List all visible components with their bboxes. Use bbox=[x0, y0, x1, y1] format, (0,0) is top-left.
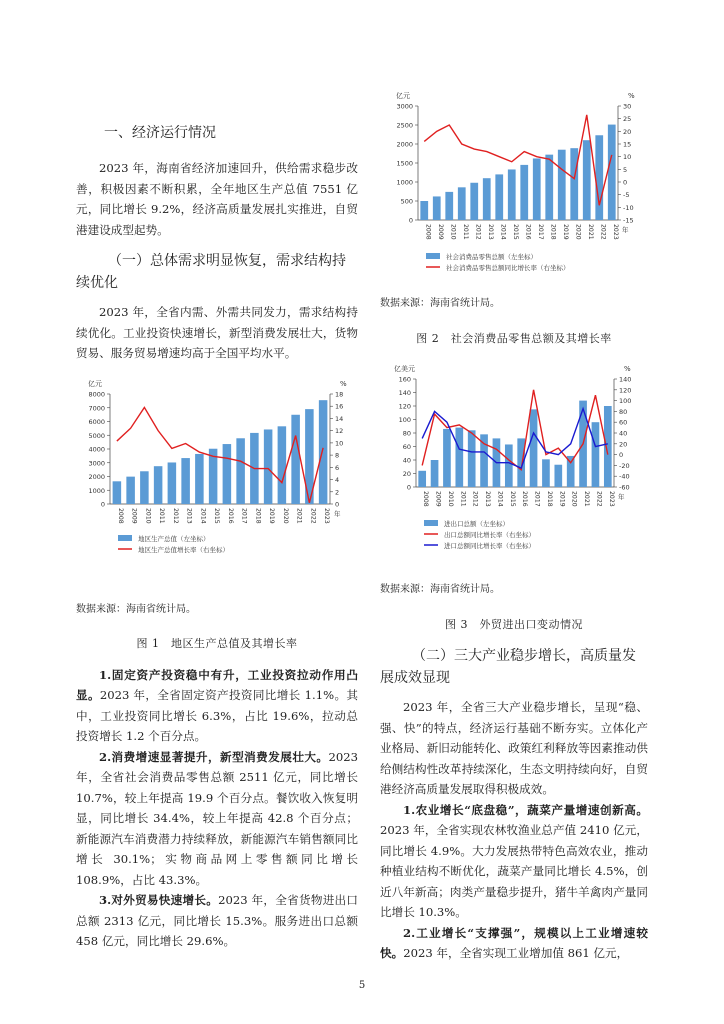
left-tick-label: 1000 bbox=[88, 486, 105, 495]
right-tick-label: 5 bbox=[623, 165, 628, 174]
legend-swatch-bar bbox=[118, 535, 132, 541]
right-tick-label: 140 bbox=[619, 375, 632, 384]
right-tick-label: 18 bbox=[335, 390, 344, 398]
right-tick-label: -20 bbox=[619, 461, 630, 470]
x-tick-label: 2009 bbox=[434, 491, 442, 507]
chart-bar bbox=[554, 465, 562, 487]
right-tick-label: 0 bbox=[623, 178, 628, 187]
x-tick-label: 2008 bbox=[424, 224, 432, 240]
demand-paragraph: 2023 年，全省内需、外需共同发力，需求结构持续优化。工业投资快速增长，新型消费发展壮大，货物贸易、服务贸易增速均高于全国平均水平。 bbox=[76, 305, 358, 360]
consumption-paragraph bbox=[76, 747, 358, 891]
right-tick-label: 25 bbox=[623, 115, 632, 124]
chart-foreign-trade bbox=[380, 359, 648, 574]
right-tick-label: 40 bbox=[619, 429, 628, 438]
figure3-source: 数据来源：海南省统计局。 bbox=[380, 584, 500, 595]
left-tick-label: 500 bbox=[400, 197, 413, 206]
left-tick-label: 160 bbox=[398, 375, 411, 384]
figure2-source: 数据来源：海南省统计局。 bbox=[380, 298, 500, 309]
right-tick-label: 20 bbox=[619, 440, 628, 449]
section-heading: 一、经济运行情况 bbox=[104, 125, 216, 141]
x-tick-label: 2022 bbox=[595, 491, 603, 507]
chart-bar bbox=[140, 471, 149, 504]
x-tick-label: 2019 bbox=[268, 507, 276, 524]
right-tick-label: 0 bbox=[335, 500, 340, 508]
x-tick-label: 2013 bbox=[185, 507, 193, 524]
left-axis-unit: 亿元 bbox=[88, 379, 102, 388]
x-tick-label: 2011 bbox=[461, 224, 469, 240]
right-tick-label: 120 bbox=[619, 386, 632, 395]
x-tick-label: 2017 bbox=[240, 507, 248, 524]
agriculture-paragraph bbox=[380, 800, 648, 923]
x-tick-label: 2021 bbox=[583, 491, 591, 507]
legend-label: 地区生产总值增长率（右坐标） bbox=[138, 545, 229, 554]
chart-bar bbox=[595, 135, 603, 220]
left-tick-label: 100 bbox=[398, 416, 411, 424]
chart-bar bbox=[278, 426, 287, 504]
left-tick-label: 120 bbox=[398, 402, 411, 411]
x-tick-label: 2020 bbox=[281, 507, 289, 524]
left-tick-label: 2500 bbox=[396, 121, 413, 130]
x-tick-label: 2018 bbox=[549, 224, 557, 240]
right-tick-label: 8 bbox=[335, 451, 340, 460]
x-tick-label: 2011 bbox=[459, 491, 467, 507]
right-axis-unit: % bbox=[624, 365, 631, 373]
x-tick-label: 2017 bbox=[536, 224, 544, 240]
x-tick-label: 2018 bbox=[545, 491, 553, 507]
x-tick-label: 2015 bbox=[213, 507, 221, 524]
right-tick-label: 12 bbox=[335, 426, 344, 435]
chart-bar bbox=[483, 178, 491, 220]
right-column bbox=[380, 88, 648, 964]
right-tick-label: -40 bbox=[619, 472, 630, 481]
chart-bar bbox=[570, 148, 578, 220]
x-tick-label: 2014 bbox=[199, 507, 207, 524]
right-tick-label: 2 bbox=[335, 487, 340, 496]
investment-text: 2023 年，全省固定资产投资同比增长 1.1%。其中，工业投资同比增长 6.3%，占比 19.6%，拉动总投资增长 1.2 个百分点。 bbox=[76, 688, 358, 743]
right-tick-label: 16 bbox=[335, 402, 344, 411]
chart-bar bbox=[533, 158, 541, 220]
trade-paragraph bbox=[76, 890, 358, 952]
left-tick-label: 4000 bbox=[88, 445, 105, 453]
x-tick-label: 2014 bbox=[496, 491, 504, 507]
chart-bar bbox=[264, 429, 273, 504]
agriculture-text: 2023 年，全省实现农林牧渔业总产值 2410 亿元，同比增长 4.9%。大力发展热带特色高效农业，推动种植业结构不断优化，蔬菜产量同比增长 4.5%，创近八年新高；肉类产量稳步提升，猪牛羊禽肉产量同比增长 10.3%。 bbox=[380, 823, 648, 919]
right-tick-label: 6 bbox=[335, 463, 340, 472]
x-tick-label: 2016 bbox=[521, 491, 529, 507]
x-tick-label: 2019 bbox=[561, 224, 569, 240]
chart-retail-sales bbox=[380, 88, 648, 288]
left-tick-label: 140 bbox=[398, 389, 411, 397]
right-tick-label: 14 bbox=[335, 414, 344, 423]
industry-growth-paragraph bbox=[380, 923, 648, 964]
investment-heading: 1.固定资产投资稳中有升，工业投资拉动作用凸显。 bbox=[76, 667, 358, 702]
x-tick-label: 2009 bbox=[436, 224, 444, 240]
left-tick-label: 8000 bbox=[88, 390, 105, 398]
left-tick-label: 20 bbox=[402, 470, 411, 478]
trade-text: 2023 年，全省货物进出口总额 2313 亿元，同比增长 15.3%。服务进出口总额 458 亿元，同比增长 29.6%。 bbox=[76, 893, 358, 948]
intro-paragraph: 2023 年，海南省经济加速回升，供给需求稳步改善，积极因素不断积累，全年地区生产总值 7551 亿元，同比增长 9.2%，经济高质量发展扎实推进，自贸港建设成型起势。 bbox=[76, 161, 358, 237]
legend-swatch-bar bbox=[426, 253, 440, 259]
right-tick-label: -5 bbox=[623, 191, 630, 200]
chart-bar bbox=[113, 481, 122, 504]
chart-bar bbox=[291, 414, 300, 503]
x-tick-label: 2016 bbox=[524, 224, 532, 240]
x-tick-label: 2013 bbox=[486, 224, 494, 240]
legend-label: 社会消费品零售总额同比增长率（右坐标） bbox=[446, 264, 570, 272]
left-tick-label: 80 bbox=[402, 429, 411, 438]
chart-bar bbox=[433, 196, 441, 220]
right-tick-label: 100 bbox=[619, 397, 632, 406]
x-axis-suffix: 年 bbox=[334, 509, 341, 518]
chart-bar bbox=[223, 444, 232, 504]
x-tick-label: 2018 bbox=[254, 507, 262, 524]
figure1-caption: 图 1 地区生产总值及其增长率 bbox=[136, 637, 298, 650]
right-tick-label: 0 bbox=[619, 451, 624, 460]
chart-bar bbox=[455, 428, 463, 487]
chart-bar bbox=[520, 165, 528, 220]
x-axis-suffix: 年 bbox=[618, 493, 625, 501]
chart-bar bbox=[431, 460, 439, 487]
right-tick-label: 30 bbox=[623, 102, 632, 111]
chart-bar bbox=[470, 183, 478, 220]
chart-bar bbox=[420, 201, 428, 220]
right-tick-label: 4 bbox=[335, 475, 340, 484]
investment-paragraph bbox=[76, 665, 358, 747]
left-column bbox=[76, 110, 358, 952]
right-axis-unit: % bbox=[340, 379, 347, 388]
chart-bar bbox=[168, 462, 177, 504]
x-tick-label: 2008 bbox=[422, 491, 430, 507]
x-tick-label: 2010 bbox=[446, 491, 454, 507]
left-tick-label: 60 bbox=[402, 443, 411, 451]
x-tick-label: 2013 bbox=[484, 491, 492, 507]
x-tick-label: 2019 bbox=[558, 491, 566, 507]
x-tick-label: 2021 bbox=[586, 224, 594, 240]
x-tick-label: 2011 bbox=[158, 507, 166, 524]
consumption-heading: 2.消费增速显著提升，新型消费发展壮大。 bbox=[99, 749, 329, 764]
left-tick-label: 0 bbox=[408, 216, 413, 225]
industry-paragraph: 2023 年，全省三大产业稳步增长，呈现“稳、强、快”的特点，经济运行基础不断夯实。立体化产业格局、新旧动能转化、政策红利释放等因素推动供给侧结构性改革持续深化，生态文明持续向好，自贸港经济高质量发展取得积极成效。 bbox=[380, 700, 648, 796]
chart-gdp bbox=[76, 372, 358, 594]
subsection-heading-demand: （一）总体需求明显恢复，需求结构持续优化 bbox=[76, 253, 346, 291]
chart-bar bbox=[443, 429, 451, 487]
x-tick-label: 2020 bbox=[574, 224, 582, 240]
chart-bar bbox=[418, 471, 426, 487]
chart-bar bbox=[154, 466, 163, 504]
left-tick-label: 0 bbox=[100, 500, 105, 508]
x-tick-label: 2009 bbox=[130, 507, 138, 524]
chart-bar bbox=[195, 453, 204, 503]
x-tick-label: 2012 bbox=[171, 507, 179, 524]
x-tick-label: 2022 bbox=[309, 507, 317, 524]
figure2-caption: 图 2 社会消费品零售总额及其增长率 bbox=[416, 331, 612, 345]
x-tick-label: 2015 bbox=[508, 491, 516, 507]
chart-bar bbox=[319, 400, 328, 504]
chart-bar bbox=[495, 174, 503, 220]
chart-bar bbox=[468, 430, 476, 487]
x-tick-label: 2015 bbox=[511, 224, 519, 240]
figure1-source: 数据来源：海南省统计局。 bbox=[76, 603, 196, 615]
industry-growth-text: 2023 年，全省实现工业增加值 861 亿元， bbox=[403, 946, 629, 960]
industry-growth-heading: 2.工业增长“支撑强”，规模以上工业增速较快。 bbox=[380, 925, 648, 960]
left-axis-unit: 亿美元 bbox=[394, 365, 415, 373]
trade-heading: 3.对外贸易快速增长。 bbox=[99, 893, 219, 907]
chart-bar bbox=[604, 406, 612, 487]
legend-label: 进出口总额（左坐标） bbox=[444, 520, 509, 528]
legend-swatch-bar bbox=[424, 520, 438, 526]
legend-label: 地区生产总值（左坐标） bbox=[138, 534, 210, 543]
chart-bar bbox=[181, 458, 190, 504]
x-axis-suffix: 年 bbox=[622, 226, 629, 234]
left-tick-label: 1000 bbox=[396, 178, 413, 187]
chart-bar bbox=[583, 140, 591, 220]
right-tick-label: -60 bbox=[619, 483, 630, 492]
agriculture-heading: 1.农业增长“底盘稳”，蔬菜产量增速创新高。 bbox=[403, 802, 648, 817]
left-tick-label: 3000 bbox=[396, 102, 413, 111]
x-tick-label: 2023 bbox=[611, 224, 619, 240]
chart-bar bbox=[545, 155, 553, 220]
right-tick-label: -10 bbox=[623, 203, 634, 212]
chart-bar bbox=[508, 169, 516, 220]
right-tick-label: 20 bbox=[623, 127, 632, 136]
x-tick-label: 2021 bbox=[295, 507, 303, 524]
right-axis-unit: % bbox=[628, 92, 635, 100]
x-tick-label: 2023 bbox=[323, 507, 331, 524]
x-tick-label: 2023 bbox=[607, 491, 615, 507]
right-tick-label: 10 bbox=[623, 153, 632, 162]
chart-bar bbox=[126, 476, 135, 503]
left-tick-label: 0 bbox=[406, 483, 411, 492]
right-tick-label: 15 bbox=[623, 140, 632, 149]
page-number: 5 bbox=[358, 980, 366, 991]
chart-bar bbox=[530, 409, 538, 487]
left-tick-label: 3000 bbox=[88, 458, 105, 467]
x-tick-label: 2014 bbox=[499, 224, 507, 240]
left-tick-label: 7000 bbox=[88, 403, 105, 412]
right-tick-label: 80 bbox=[619, 407, 628, 416]
x-tick-label: 2016 bbox=[226, 507, 234, 524]
left-axis-unit: 亿元 bbox=[396, 92, 410, 100]
x-tick-label: 2022 bbox=[599, 224, 607, 240]
legend-label: 出口总额同比增长率（右坐标） bbox=[444, 531, 535, 539]
left-tick-label: 1500 bbox=[396, 159, 413, 168]
x-tick-label: 2010 bbox=[449, 224, 457, 240]
x-tick-label: 2012 bbox=[474, 224, 482, 240]
right-tick-label: 60 bbox=[619, 418, 628, 427]
left-tick-label: 6000 bbox=[88, 417, 105, 426]
left-tick-label: 5000 bbox=[88, 431, 105, 440]
chart-bar bbox=[458, 187, 466, 220]
chart-bar bbox=[505, 444, 513, 487]
subsection-heading-industry: （二）三大产业稳步增长，高质量发展成效显现 bbox=[380, 648, 636, 686]
left-tick-label: 40 bbox=[402, 456, 411, 465]
chart-bar bbox=[542, 459, 550, 487]
left-tick-label: 2000 bbox=[88, 472, 105, 481]
consumption-text: 2023 年，全省社会消费品零售总额 2511 亿元，同比增长 10.7%，较上年提高 19.9 个百分点。餐饮收入恢复明显，同比增长 34.4%，较上年提高 42.8 个百分点；新能源汽车消费潜力持续释放，新能源汽车销售额同比增长 30.1%；实物商品网上零售额同比增长 108.9%，占比 43.3%。 bbox=[76, 749, 358, 887]
x-tick-label: 2008 bbox=[116, 507, 124, 524]
chart-bar bbox=[445, 192, 453, 220]
x-tick-label: 2020 bbox=[570, 491, 578, 507]
figure3-caption: 图 3 外贸进出口变动情况 bbox=[445, 617, 583, 631]
left-tick-label: 2000 bbox=[396, 140, 413, 149]
chart-bar bbox=[517, 438, 525, 487]
chart-bar bbox=[608, 125, 616, 220]
x-tick-label: 2017 bbox=[533, 491, 541, 507]
right-tick-label: -15 bbox=[623, 216, 634, 225]
chart-bar bbox=[236, 438, 245, 504]
legend-label: 进口总额同比增长率（右坐标） bbox=[444, 542, 535, 550]
chart-bar bbox=[592, 422, 600, 487]
right-tick-label: 10 bbox=[335, 438, 344, 447]
chart-bar bbox=[558, 150, 566, 220]
x-tick-label: 2010 bbox=[144, 507, 152, 524]
x-tick-label: 2012 bbox=[471, 491, 479, 507]
legend-label: 社会消费品零售总额（左坐标） bbox=[446, 253, 537, 261]
